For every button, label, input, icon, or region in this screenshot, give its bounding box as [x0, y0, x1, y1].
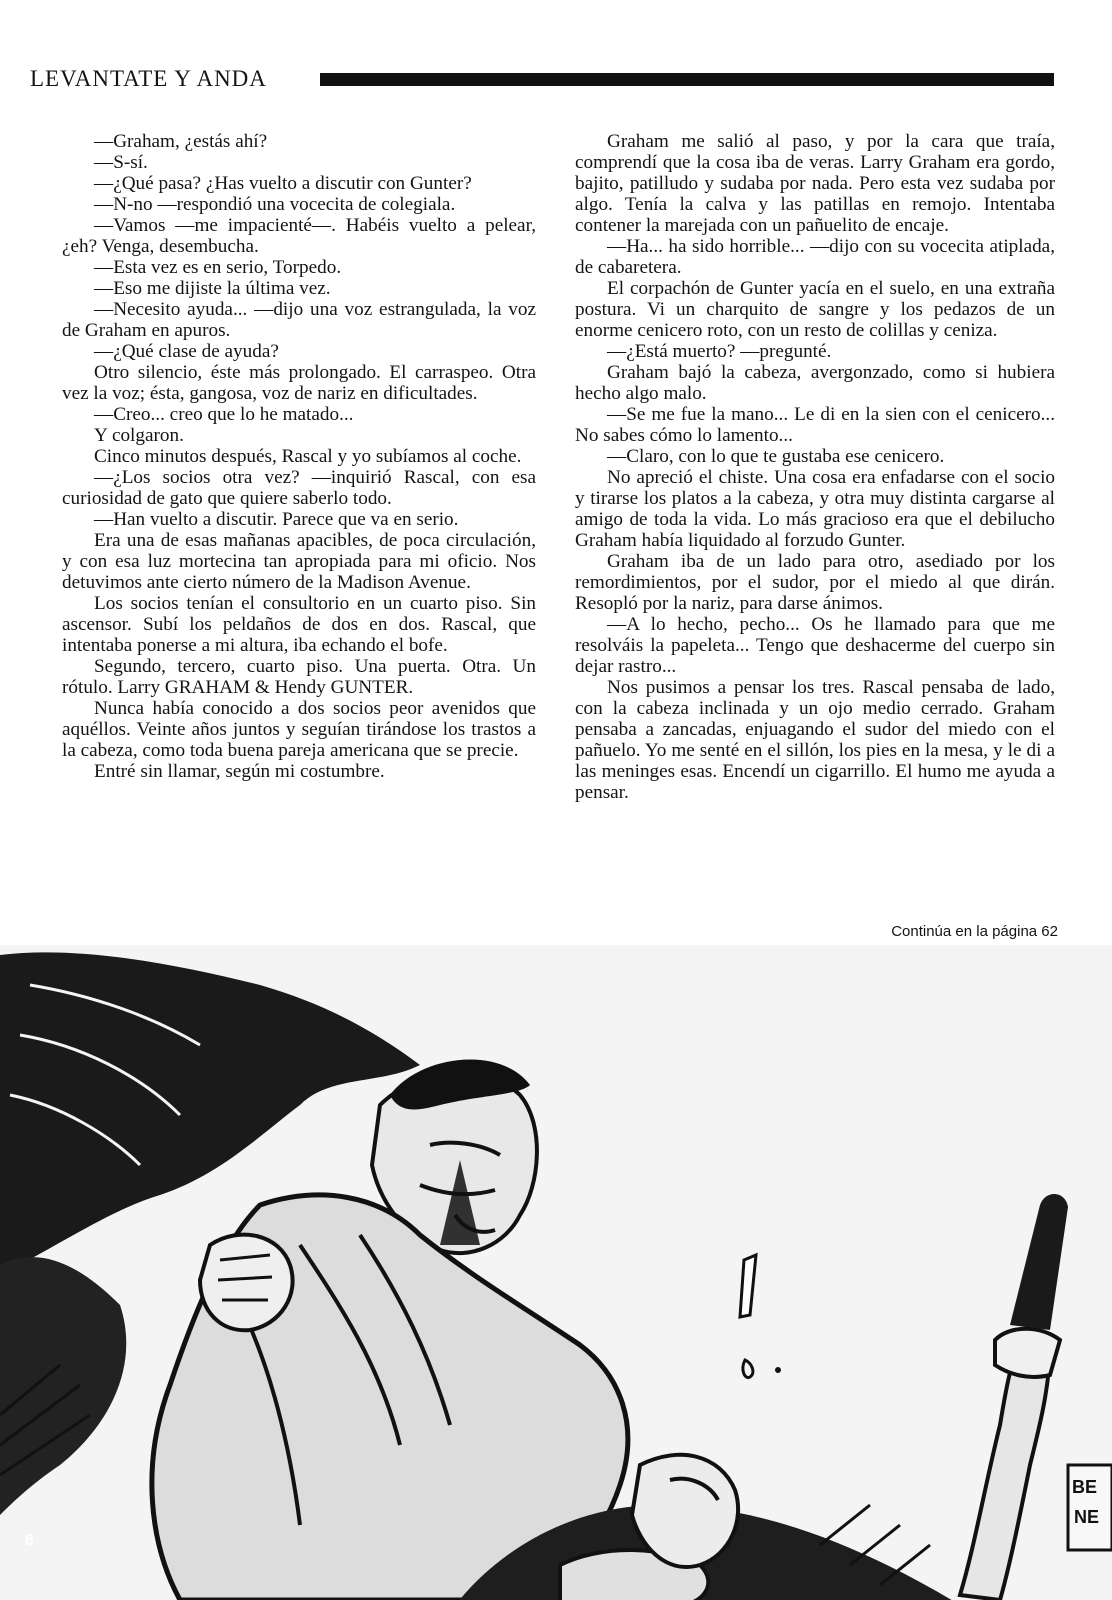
paragraph: Los socios tenían el consultorio en un cuarto piso. Sin ascensor. Subí los peldaños de dos en dos. Rascal, que intentaba ponerse a mi altura, iba echando el bofe.: [62, 593, 536, 656]
comic-illustration: [0, 945, 1112, 1600]
paragraph: —Han vuelto a discutir. Parece que va en serio.: [94, 509, 459, 530]
left-column: [62, 131, 536, 782]
paragraph: —Claro, con lo que te gustaba ese cenicero.: [607, 446, 945, 467]
paragraph: Segundo, tercero, cuarto piso. Una puerta. Otra. Un rótulo. Larry GRAHAM & Hendy GUNTER.: [62, 656, 536, 698]
page-header: [30, 64, 1054, 94]
header-rule: [320, 73, 1054, 86]
paragraph: —S-sí.: [94, 152, 148, 173]
paragraph: Nunca había conocido a dos socios peor avenidos que aquéllos. Veinte años juntos y seguían tirándose los trastos a la cabeza, como toda buena pareja americana que se precie.: [62, 698, 536, 761]
paragraph: —Eso me dijiste la última vez.: [94, 278, 331, 299]
paragraph: Entré sin llamar, según mi costumbre.: [94, 761, 385, 782]
story-title: LEVANTATE Y ANDA: [30, 66, 267, 91]
paragraph: —Se me fue la mano... Le di en la sien con el cenicero... No sabes cómo lo lamento...: [575, 404, 1055, 446]
sign-text-line-1: BE: [1072, 1477, 1098, 1497]
paragraph: —Creo... creo que lo he matado...: [94, 404, 354, 425]
paragraph: El corpachón de Gunter yacía en el suelo, en una extraña postura. Vi un charquito de sangre y los pedazos de un enorme cenicero roto, con un resto de colillas y ceniza.: [575, 278, 1055, 341]
continued-note: Continúa en la página 62: [891, 923, 1058, 940]
paragraph: Graham bajó la cabeza, avergonzado, como si hubiera hecho algo malo.: [575, 362, 1055, 404]
paragraph: Era una de esas mañanas apacibles, de poca circulación, y con esa luz mortecina tan apropiada para mi oficio. Nos detuvimos ante cierto número de la Madison Avenue.: [62, 530, 536, 593]
paragraph: Graham iba de un lado para otro, asediado por los remordimientos, por el sudor, por el miedo al que dirán. Resopló por la nariz, para darse ánimos.: [575, 551, 1055, 614]
paragraph: —¿Qué pasa? ¿Has vuelto a discutir con Gunter?: [94, 173, 472, 194]
paragraph: —¿Está muerto? —pregunté.: [607, 341, 832, 362]
paragraph: —¿Qué clase de ayuda?: [94, 341, 279, 362]
paragraph: —Necesito ayuda... —dijo una voz estrangulada, la voz de Graham en apuros.: [62, 299, 536, 341]
paragraph: Y colgaron.: [94, 425, 184, 446]
paragraph: Graham me salió al paso, y por la cara que traía, comprendí que la cosa iba de veras. Larry Graham era gordo, bajito, patilludo y sudaba por nada. Pero esta vez sudaba por algo. Tenía la calva y las patillas en remojo. Intentaba contener la marejada con un pañuelito de encaje.: [575, 131, 1055, 236]
paragraph: Nos pusimos a pensar los tres. Rascal pensaba de lado, con la cabeza inclinada y un ojo medio cerrado. Graham pensaba a zancadas, enjuagando el sudor del miedo con el pañuelo. Yo me senté en el sillón, los pies en la mesa, y le di a las meninges esas. Encendí un cigarrillo. El humo me ayuda a pensar.: [575, 677, 1055, 803]
page-number: 6: [25, 1532, 34, 1549]
paragraph: —N-no —respondió una vocecita de colegiala.: [94, 194, 456, 215]
paragraph: Cinco minutos después, Rascal y yo subíamos al coche.: [94, 446, 522, 467]
paragraph: —Vamos —me impacienté—. Habéis vuelto a pelear, ¿eh? Venga, desembucha.: [62, 215, 536, 257]
paragraph: —Graham, ¿estás ahí?: [94, 131, 268, 152]
paragraph: —A lo hecho, pecho... Os he llamado para que me resolváis la papeleta... Tengo que deshacerme del cuerpo sin dejar rastro...: [575, 614, 1055, 677]
sign-text-line-2: NE: [1074, 1507, 1100, 1527]
paragraph: No apreció el chiste. Una cosa era enfadarse con el socio y tirarse los platos a la cabeza, y otra muy distinta cargarse al amigo de toda la vida. Lo más gracioso era que el debilucho Graham había liquidado al forzudo Gunter.: [575, 467, 1055, 551]
paragraph: —Esta vez es en serio, Torpedo.: [94, 257, 342, 278]
paragraph: —¿Los socios otra vez? —inquirió Rascal, con esa curiosidad de gato que quiere saberlo todo.: [62, 467, 536, 509]
right-column: [575, 131, 1055, 803]
paragraph: —Ha... ha sido horrible... —dijo con su vocecita atiplada, de cabaretera.: [575, 236, 1055, 278]
paragraph: Otro silencio, éste más prolongado. El carraspeo. Otra vez la voz; ésta, gangosa, voz de nariz en dificultades.: [62, 362, 536, 404]
